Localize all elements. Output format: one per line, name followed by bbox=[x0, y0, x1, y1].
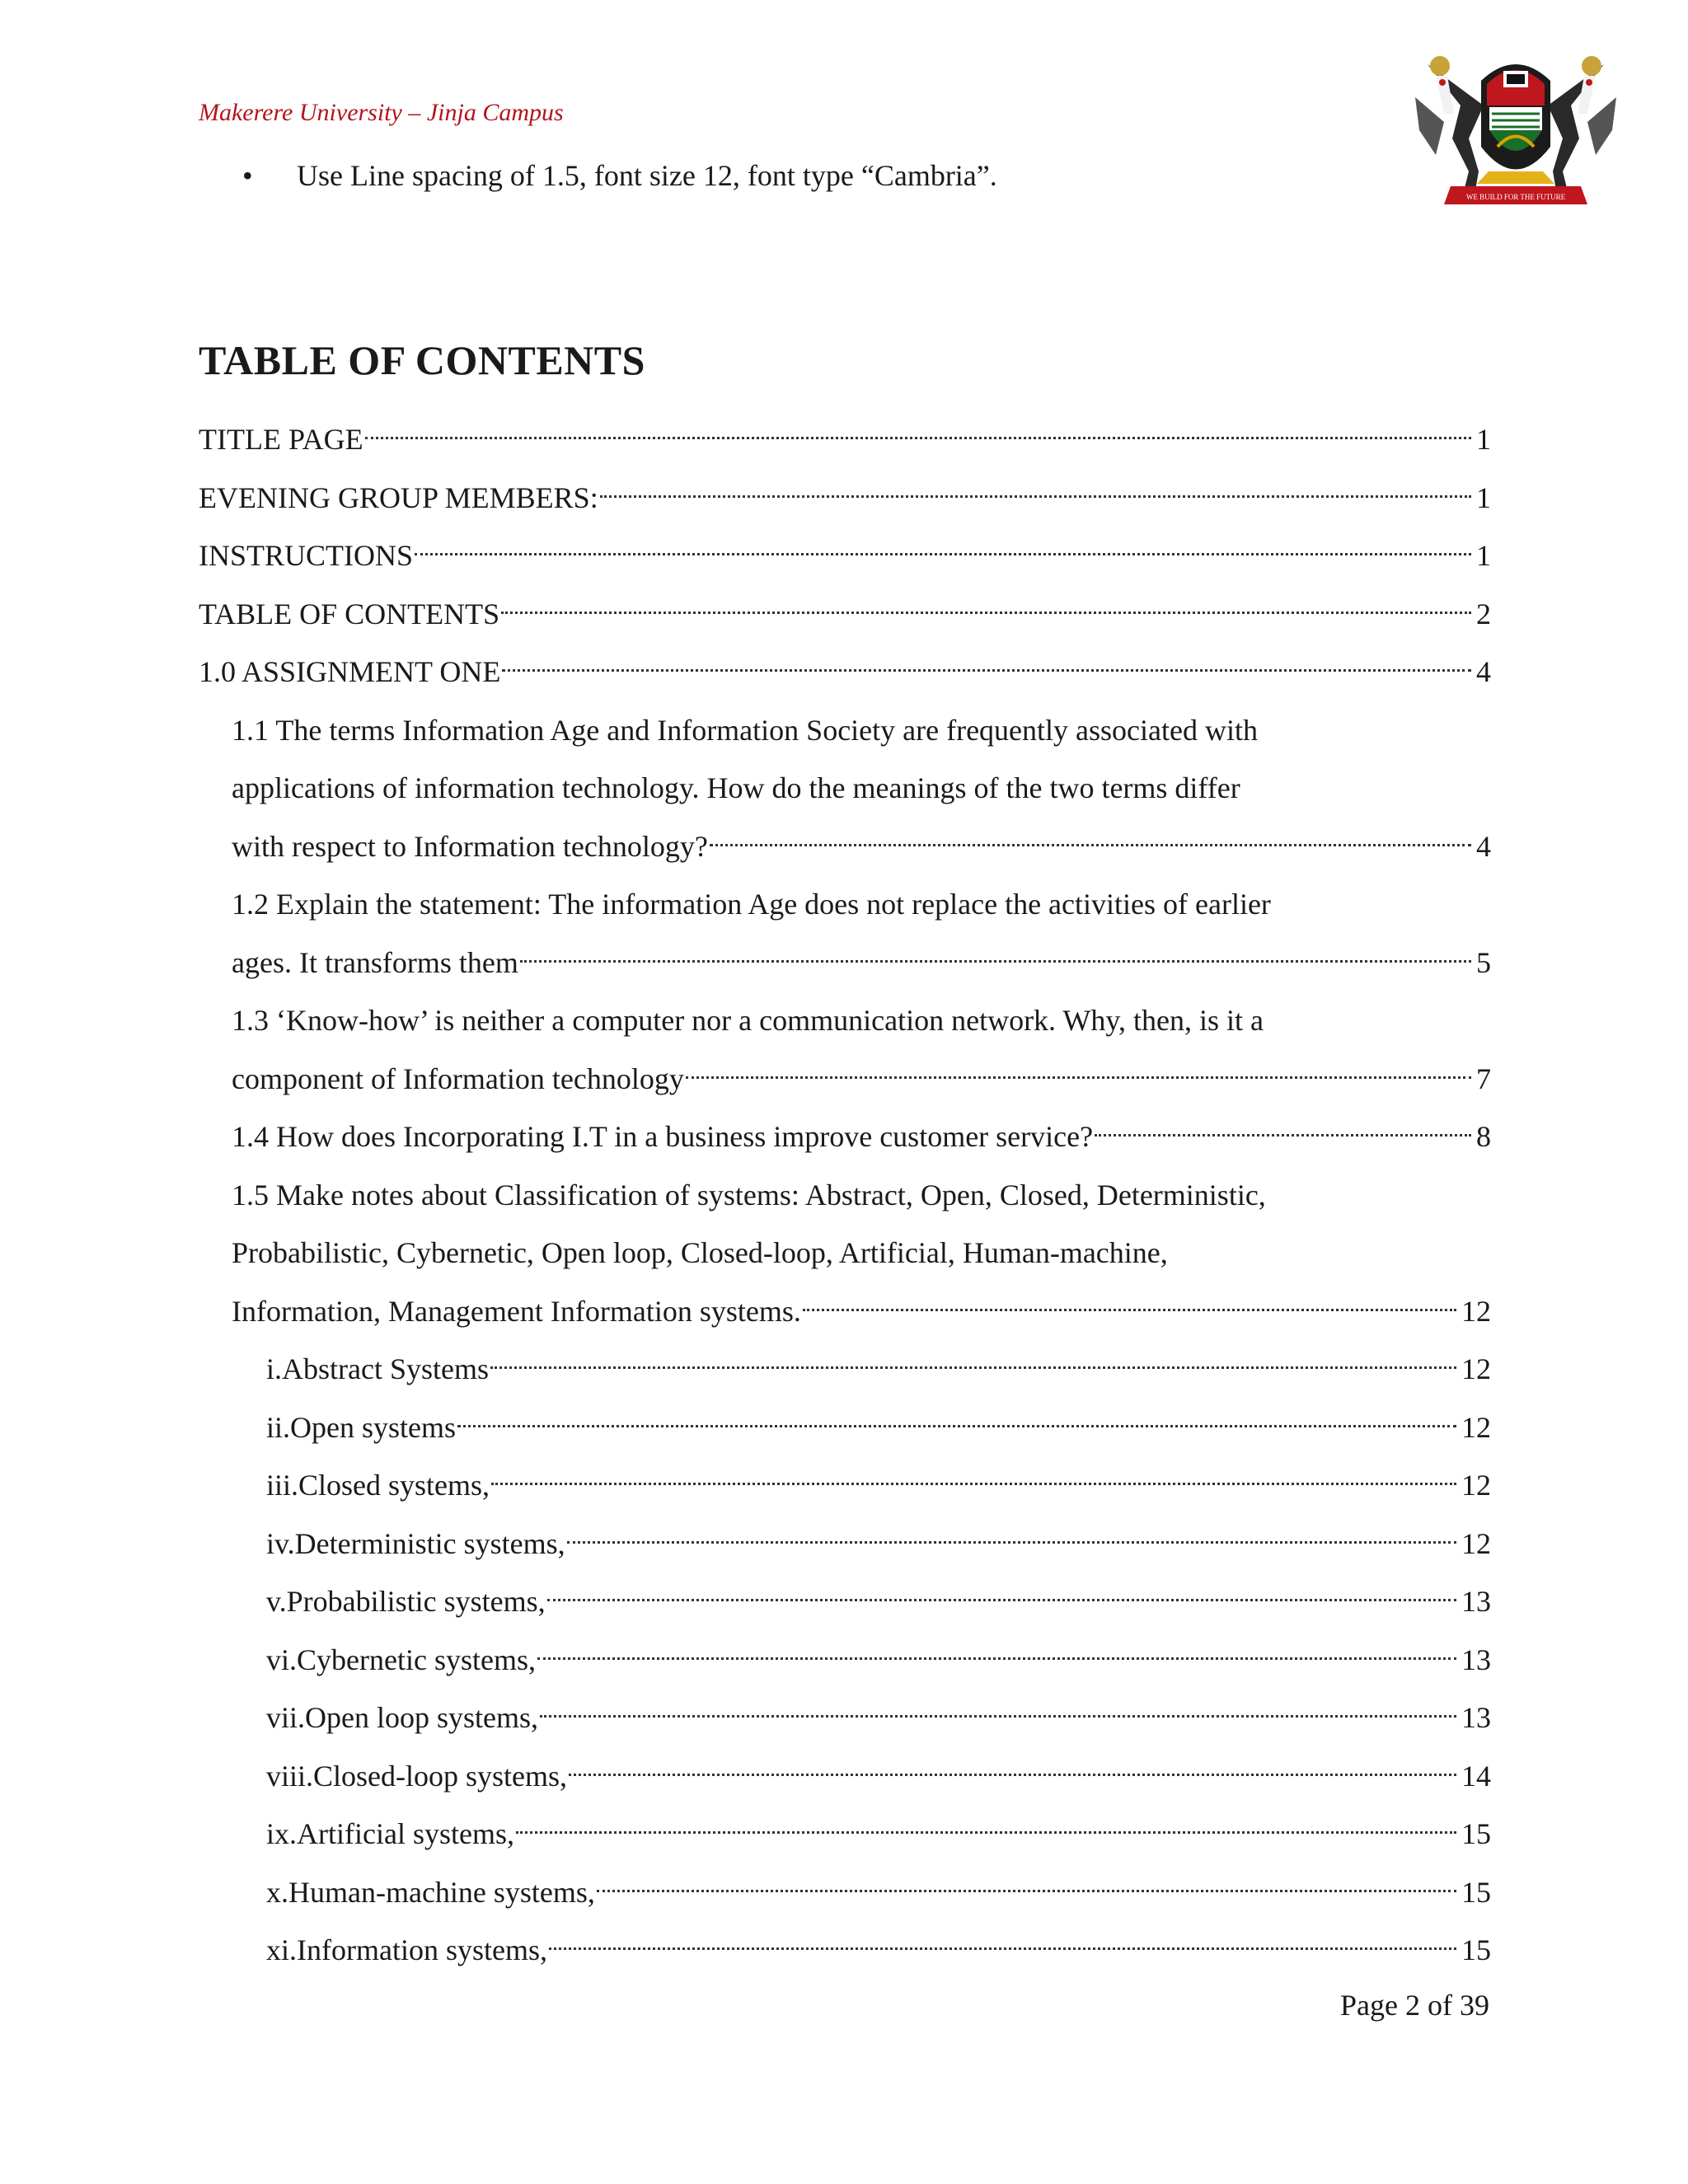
dot-leader bbox=[547, 1599, 1456, 1601]
toc-entry-text: ii.Open systems bbox=[266, 1410, 456, 1444]
toc-entry-text: i.Abstract Systems bbox=[266, 1352, 489, 1385]
left-crane-icon bbox=[1415, 56, 1484, 204]
dot-leader bbox=[569, 1774, 1456, 1776]
toc-entry-line bbox=[232, 934, 1491, 992]
toc-heading: TABLE OF CONTENTS bbox=[199, 337, 645, 383]
crest-sun-icon bbox=[1477, 171, 1554, 184]
toc-entry[interactable] bbox=[232, 1166, 1491, 1341]
toc-entry[interactable] bbox=[232, 701, 1491, 876]
toc-entry-line bbox=[232, 1108, 1491, 1166]
toc-page-number: 7 bbox=[1476, 1062, 1491, 1095]
toc-entry-text: EVENING GROUP MEMBERS: bbox=[199, 480, 598, 514]
toc-entry[interactable] bbox=[266, 1340, 1491, 1399]
toc-entry-line bbox=[266, 1863, 1491, 1922]
toc-entry-text: INSTRUCTIONS bbox=[199, 539, 414, 572]
toc-page-number: 1 bbox=[1476, 480, 1491, 514]
toc-page-number: 8 bbox=[1476, 1120, 1491, 1153]
toc-entry-text: ages. It transforms them bbox=[232, 945, 518, 979]
toc-entry-text: Probabilistic, Cybernetic, Open loop, Closed-loop, Artificial, Human-machine, bbox=[232, 1236, 1168, 1269]
toc-entry[interactable] bbox=[266, 1399, 1491, 1457]
dot-leader bbox=[365, 437, 1471, 439]
toc-entry-line bbox=[266, 1805, 1491, 1863]
toc-page-number: 13 bbox=[1461, 1643, 1491, 1676]
toc-entry[interactable] bbox=[266, 1747, 1491, 1806]
toc-entry[interactable] bbox=[266, 1515, 1491, 1573]
toc-entry-text: iii.Closed systems, bbox=[266, 1469, 490, 1502]
toc-page-number: 12 bbox=[1461, 1294, 1491, 1328]
toc-entry-line bbox=[232, 818, 1491, 876]
toc-page-number: 13 bbox=[1461, 1585, 1491, 1618]
dot-leader bbox=[597, 1890, 1456, 1892]
toc-entry[interactable] bbox=[266, 1805, 1491, 1863]
toc-entry[interactable] bbox=[232, 1108, 1491, 1166]
toc-entry-line bbox=[266, 1631, 1491, 1690]
bullet-icon: • bbox=[242, 159, 253, 192]
toc-entry-text: Information, Management Information systems. bbox=[232, 1294, 801, 1328]
toc-entry-line bbox=[232, 759, 1491, 818]
toc-entry-text: xi.Information systems, bbox=[266, 1933, 547, 1966]
toc-page-number: 15 bbox=[1461, 1817, 1491, 1850]
toc-entry-text: vii.Open loop systems, bbox=[266, 1701, 538, 1734]
toc-page-number: 12 bbox=[1461, 1352, 1491, 1385]
toc-page-number: 4 bbox=[1476, 655, 1491, 688]
toc-entry[interactable] bbox=[266, 1456, 1491, 1515]
toc-entry[interactable] bbox=[266, 1631, 1491, 1690]
toc-entry-text: ix.Artificial systems, bbox=[266, 1817, 514, 1850]
toc-entry-line bbox=[266, 1456, 1491, 1515]
toc-page-number: 1 bbox=[1476, 423, 1491, 456]
toc-entry-text: applications of information technology. How do the meanings of the two terms differ bbox=[232, 771, 1240, 804]
toc-entry-text: component of Information technology bbox=[232, 1062, 684, 1095]
toc-entry[interactable] bbox=[266, 1689, 1491, 1747]
toc-entry[interactable] bbox=[266, 1572, 1491, 1631]
crest-motto: WE BUILD FOR THE FUTURE bbox=[1465, 193, 1566, 201]
toc-entry-text: TABLE OF CONTENTS bbox=[199, 597, 500, 630]
toc-entry-line bbox=[232, 1282, 1491, 1341]
dot-leader bbox=[686, 1076, 1471, 1079]
dot-leader bbox=[516, 1831, 1456, 1834]
toc-page-number: 15 bbox=[1461, 1933, 1491, 1966]
toc-entry-line bbox=[232, 875, 1491, 934]
toc-entry-text: 1.5 Make notes about Classification of systems: Abstract, Open, Closed, Deterministic, bbox=[232, 1178, 1266, 1212]
toc-entry-line bbox=[266, 1399, 1491, 1457]
page-number-footer: Page 2 of 39 bbox=[1340, 1989, 1489, 2022]
right-crane-icon bbox=[1548, 56, 1616, 204]
instruction-text: Use Line spacing of 1.5, font size 12, font type “Cambria”. bbox=[297, 159, 997, 192]
toc-entry-line bbox=[199, 469, 1491, 527]
dot-leader bbox=[1095, 1134, 1471, 1137]
toc-page-number: 13 bbox=[1461, 1701, 1491, 1734]
toc-entry-line bbox=[199, 410, 1491, 469]
dot-leader bbox=[501, 612, 1471, 614]
toc-page-number: 12 bbox=[1461, 1410, 1491, 1444]
dot-leader bbox=[549, 1947, 1456, 1950]
toc-entry-line bbox=[232, 991, 1491, 1050]
toc-entry[interactable] bbox=[266, 1921, 1491, 1980]
toc-entry-text: v.Probabilistic systems, bbox=[266, 1585, 546, 1618]
dot-leader bbox=[803, 1309, 1456, 1311]
toc-entry[interactable] bbox=[232, 991, 1491, 1108]
toc-entry-line bbox=[199, 585, 1491, 644]
dot-leader bbox=[491, 1483, 1456, 1485]
toc-entry-text: 1.3 ‘Know-how’ is neither a computer nor a communication network. Why, then, is it a bbox=[232, 1004, 1264, 1037]
toc-entry-text: 1.0 ASSIGNMENT ONE bbox=[199, 655, 501, 688]
toc-entry-line bbox=[266, 1747, 1491, 1806]
toc-page-number: 12 bbox=[1461, 1526, 1491, 1560]
crest-shield-icon bbox=[1481, 64, 1550, 170]
toc-entry-line bbox=[232, 1224, 1491, 1282]
dot-leader bbox=[490, 1366, 1456, 1369]
toc-entry-line bbox=[266, 1572, 1491, 1631]
toc-entry-line bbox=[232, 1050, 1491, 1108]
toc-page-number: 1 bbox=[1476, 539, 1491, 572]
toc-page-number: 5 bbox=[1476, 945, 1491, 979]
toc-page-number: 15 bbox=[1461, 1875, 1491, 1909]
toc-entry-text: 1.2 Explain the statement: The information Age does not replace the activities of earlier bbox=[232, 888, 1271, 921]
toc-entry-text: x.Human-machine systems, bbox=[266, 1875, 595, 1909]
toc-entry[interactable] bbox=[199, 643, 1491, 701]
toc-entry[interactable] bbox=[199, 527, 1491, 585]
toc-entry-line bbox=[199, 527, 1491, 585]
toc-entry-text: viii.Closed-loop systems, bbox=[266, 1759, 568, 1793]
dot-leader bbox=[415, 553, 1471, 555]
toc-entry-text: 1.4 How does Incorporating I.T in a business improve customer service? bbox=[232, 1120, 1094, 1153]
toc-entry-line bbox=[266, 1515, 1491, 1573]
toc-entry-line bbox=[199, 643, 1491, 701]
dot-leader bbox=[567, 1541, 1456, 1544]
toc-page-number: 2 bbox=[1476, 597, 1491, 630]
institution-header: Makerere University – Jinja Campus bbox=[199, 99, 564, 126]
toc-entry-text: iv.Deterministic systems, bbox=[266, 1526, 565, 1560]
toc-entry[interactable] bbox=[266, 1863, 1491, 1922]
toc-entry-line bbox=[266, 1921, 1491, 1980]
toc-entry[interactable] bbox=[232, 875, 1491, 991]
dot-leader bbox=[540, 1715, 1456, 1718]
toc-entry-text: 1.1 The terms Information Age and Information Society are frequently associated with bbox=[232, 713, 1258, 747]
toc-entry-line bbox=[266, 1689, 1491, 1747]
toc-page-number: 14 bbox=[1461, 1759, 1491, 1793]
dot-leader bbox=[502, 669, 1471, 672]
dot-leader bbox=[457, 1425, 1456, 1427]
dot-leader bbox=[600, 495, 1471, 498]
toc-entry-text: TITLE PAGE bbox=[199, 423, 363, 456]
crest-motto-ribbon bbox=[1444, 186, 1587, 204]
toc-entry[interactable] bbox=[199, 410, 1491, 469]
dot-leader bbox=[520, 960, 1471, 963]
toc-entry-line bbox=[266, 1340, 1491, 1399]
toc-entry-text: vi.Cybernetic systems, bbox=[266, 1643, 536, 1676]
university-crest-logo bbox=[1411, 48, 1620, 221]
toc-entry[interactable] bbox=[199, 469, 1491, 527]
dot-leader bbox=[710, 844, 1471, 846]
toc-page-number: 12 bbox=[1461, 1469, 1491, 1502]
dot-leader bbox=[537, 1657, 1456, 1660]
toc-entry-line bbox=[232, 701, 1491, 760]
toc-entry[interactable] bbox=[199, 585, 1491, 644]
toc-entry-text: with respect to Information technology? bbox=[232, 829, 708, 863]
toc-entry-line bbox=[232, 1166, 1491, 1225]
table-of-contents bbox=[199, 410, 1491, 1980]
toc-page-number: 4 bbox=[1476, 829, 1491, 863]
